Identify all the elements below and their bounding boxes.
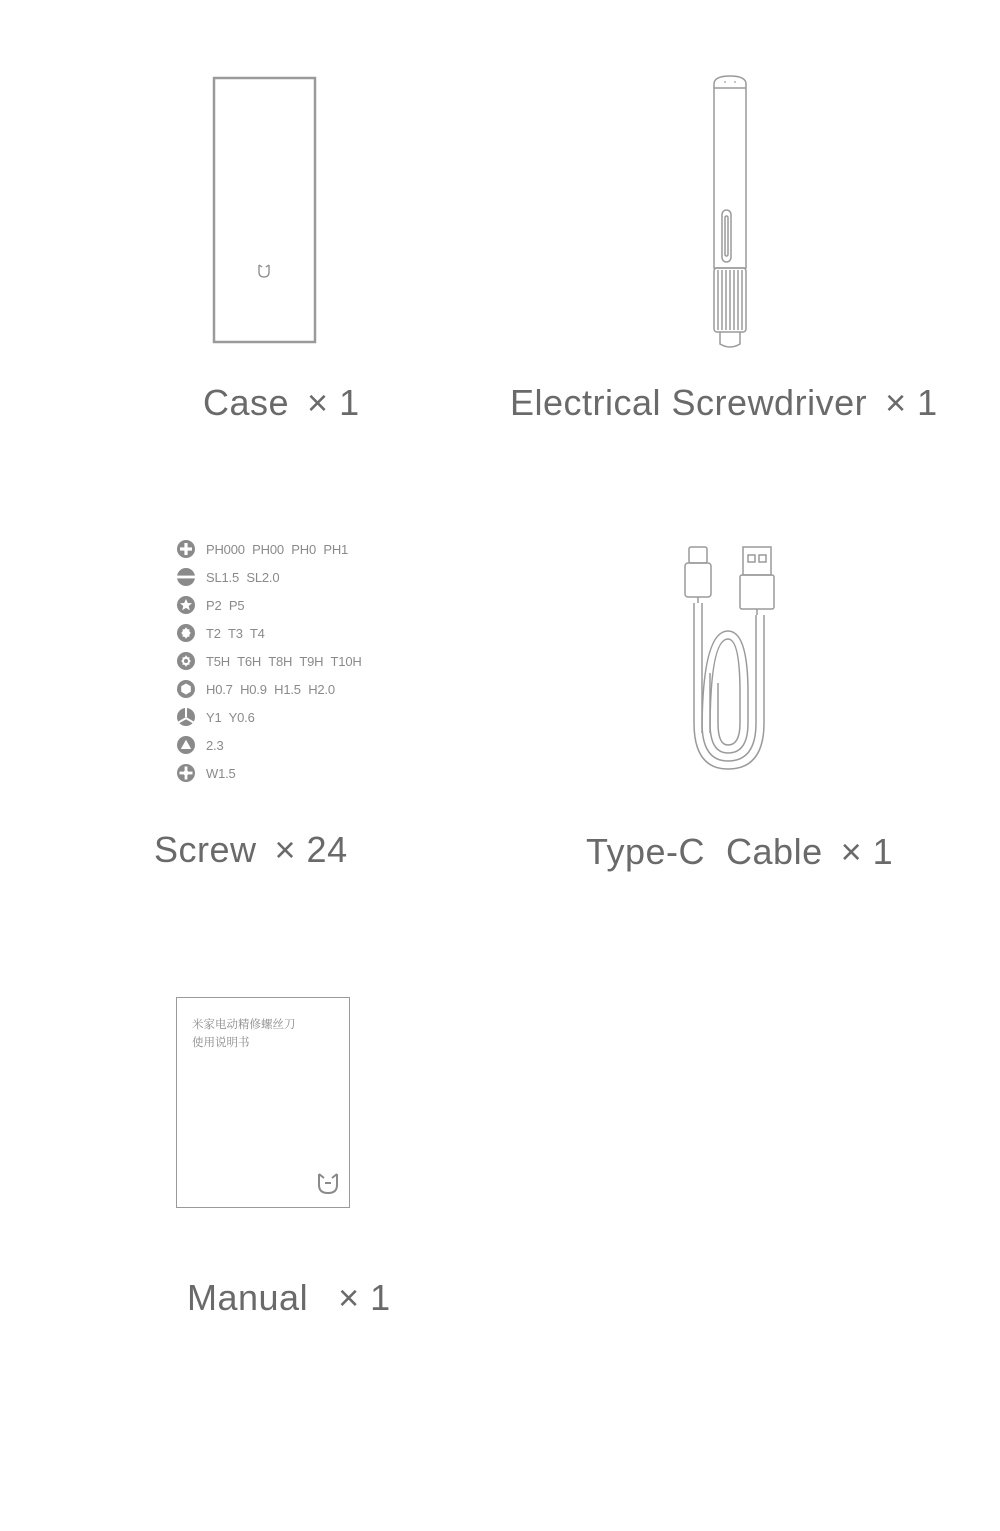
manual-illustration: [176, 997, 350, 1208]
manual-name: Manual: [187, 1277, 309, 1318]
screwdriver-label: [510, 382, 938, 424]
manual-cover-line1: 米家电动精修螺丝刀: [192, 1017, 296, 1031]
screw-bit-list: [176, 535, 362, 787]
mi-logo-icon: [259, 265, 269, 277]
screwdriver-name: Electrical Screwdriver: [510, 382, 868, 423]
screwdriver-qty: × 1: [885, 382, 938, 423]
torx-security-icon: [176, 651, 196, 671]
screw-bit-row: [176, 591, 362, 619]
pentalobe-icon: [176, 595, 196, 615]
mi-logo-icon: [317, 1172, 339, 1196]
screw-bit-row: [176, 619, 362, 647]
slotted-icon: [176, 567, 196, 587]
phillips-icon: [176, 539, 196, 559]
manual-qty: × 1: [338, 1277, 391, 1318]
case-name: Case: [203, 382, 290, 423]
screw-bit-sizes: PH000 PH00 PH0 PH1: [206, 541, 349, 557]
screw-label: [154, 829, 348, 871]
cable-name: Type-C Cable: [586, 831, 823, 872]
screw-bit-sizes: T5H T6H T8H T9H T10H: [206, 653, 362, 669]
torx-icon: [176, 623, 196, 643]
manual-cover-line2: 使用说明书: [192, 1035, 250, 1049]
screw-bit-sizes: Y1 Y0.6: [206, 709, 255, 725]
manual-cover-title: [192, 1015, 296, 1051]
case-label: [203, 382, 360, 424]
case-illustration: [210, 74, 320, 346]
screw-bit-row: [176, 535, 362, 563]
cable-qty: × 1: [840, 831, 894, 872]
screw-qty: × 24: [274, 829, 348, 870]
screw-bit-row: [176, 731, 362, 759]
screw-bit-sizes: P2 P5: [206, 597, 245, 613]
screw-bit-sizes: H0.7 H0.9 H1.5 H2.0: [206, 681, 335, 697]
tri-wing-icon: [176, 707, 196, 727]
cross-w-icon: [176, 763, 196, 783]
screw-bit-row: [176, 647, 362, 675]
screw-bit-sizes: SL1.5 SL2.0: [206, 569, 280, 585]
cable-illustration: [680, 543, 780, 775]
screw-bit-row: [176, 675, 362, 703]
screw-bit-row: [176, 703, 362, 731]
hex-icon: [176, 679, 196, 699]
screw-bit-row: [176, 563, 362, 591]
screw-bit-row: [176, 759, 362, 787]
screw-name: Screw: [154, 829, 257, 870]
screw-bit-sizes: W1.5: [206, 765, 236, 781]
manual-label: [187, 1277, 391, 1319]
case-qty: × 1: [307, 382, 360, 423]
cable-label: [586, 831, 893, 873]
triangle-icon: [176, 735, 196, 755]
screw-bit-sizes: 2.3: [206, 737, 224, 753]
screw-bit-sizes: T2 T3 T4: [206, 625, 265, 641]
screwdriver-illustration: [705, 72, 755, 352]
